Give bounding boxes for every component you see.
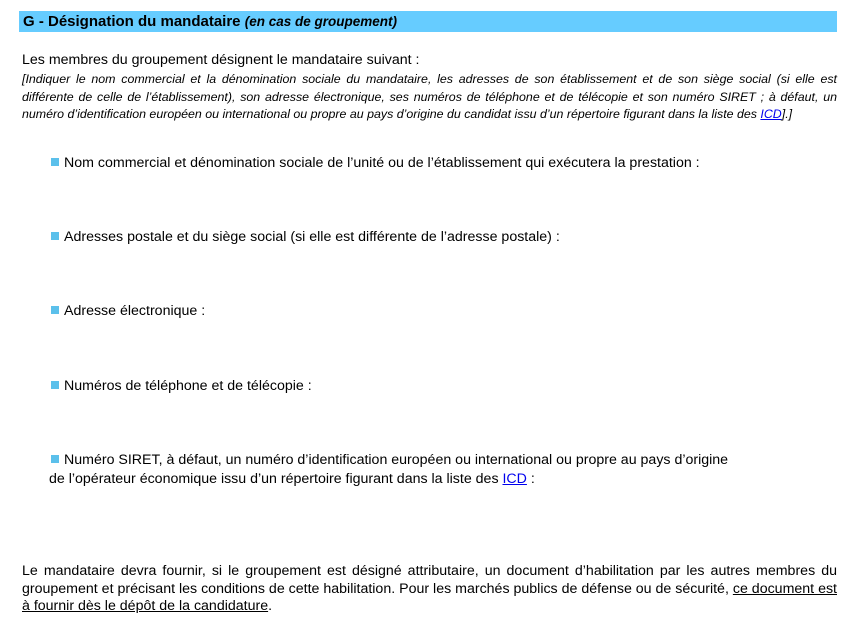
- field-label: Adresses postale et du siège social (si elle est différente de l’adresse postale) :: [64, 229, 560, 245]
- section-header: [19, 11, 837, 32]
- field-label: Numéro SIRET, à défaut, un numéro d’identification européen ou international ou propre au pays d’origine: [64, 452, 729, 468]
- field-label: Nom commercial et dénomination sociale de l’unité ou de l’établissement qui exécutera la prestation :: [64, 155, 700, 171]
- footer-underlined-text: ce document est à fournir dès le dépôt de la candidature: [22, 580, 837, 614]
- section-title-note: (en cas de groupement): [244, 14, 397, 29]
- square-bullet-icon: [51, 455, 59, 463]
- footer-note: [22, 563, 837, 616]
- icd-link[interactable]: ICD: [760, 107, 782, 121]
- field-label: Numéros de téléphone et de télécopie :: [64, 378, 312, 394]
- square-bullet-icon: [51, 232, 59, 240]
- field-siret: [51, 451, 821, 489]
- field-adresses: [51, 228, 560, 247]
- instructions-text: [22, 71, 837, 124]
- siret-after-link: :: [526, 471, 535, 487]
- square-bullet-icon: [51, 158, 59, 166]
- intro-text: Les membres du groupement désignent le mandataire suivant :: [22, 52, 420, 68]
- square-bullet-icon: [51, 381, 59, 389]
- field-telephone: [51, 377, 312, 396]
- section-title: G - Désignation du mandataire: [23, 13, 241, 30]
- field-label-continuation: [49, 470, 821, 489]
- square-bullet-icon: [51, 306, 59, 314]
- field-adresse-electronique: [51, 302, 205, 321]
- field-label: Adresse électronique :: [64, 303, 206, 319]
- field-nom-commercial: [51, 154, 700, 173]
- footer-end: .: [268, 598, 273, 614]
- siret-before-link: de l’opérateur économique issu d’un répertoire figurant dans la liste des: [49, 471, 503, 487]
- instructions-after-link: ].]: [781, 107, 793, 121]
- instructions-before-link: [Indiquer le nom commercial et la dénomination sociale du mandataire, les adresses de son établissement et de son siège social (si elle est différente de celle de l’établissement), son adresse électronique, ses numéros de téléphone et de télécopie et son numéro SIRET ; à défaut, un numéro d’identification européen ou international ou propre au pays d’origine du candidat issu d’un répertoire figurant dans la liste des: [22, 72, 837, 121]
- footer-text: Le mandataire devra fournir, si le groupement est désigné attributaire, un document d’habilitation par les autres membres du groupement et précisant les conditions de cette habilitation. Pour les marchés publics de défense ou de sécurité,: [22, 563, 837, 597]
- icd-link[interactable]: ICD: [502, 471, 527, 487]
